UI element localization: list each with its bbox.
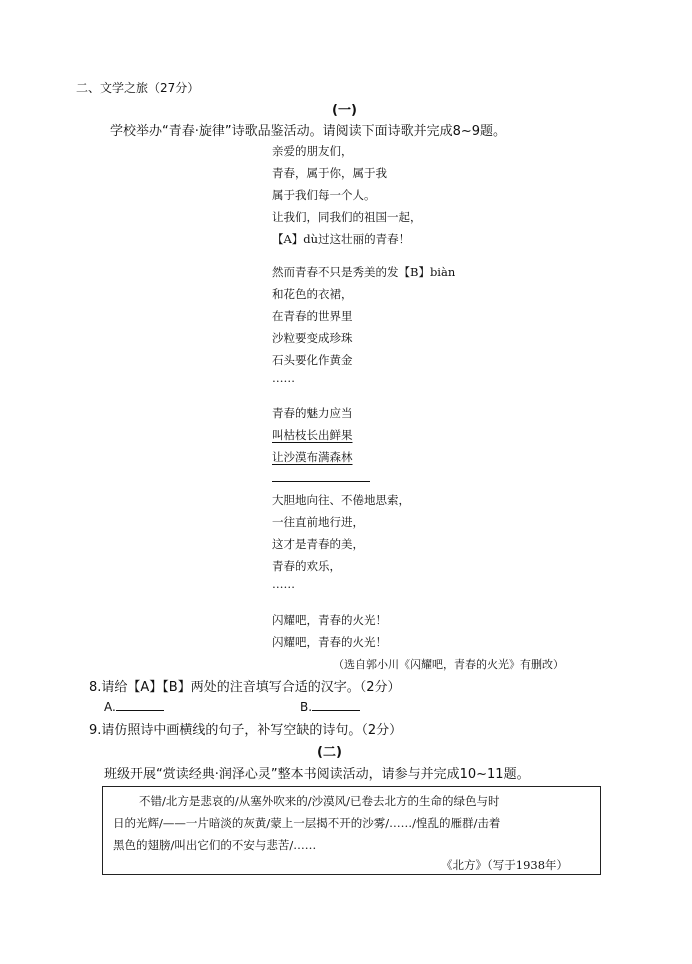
question-8: 8.请给【A】【B】两处的注音填写合适的汉字。（2分）: [89, 680, 401, 695]
poem-line-a: 【A】dù过这壮丽的青春！: [272, 232, 411, 246]
poem-source: （选自郭小川《闪耀吧，青春的火光》有删改）: [333, 658, 564, 671]
part2-intro: 班级开展“赏读经典·润泽心灵”整本书阅读活动，请参与并完成10~11题。: [104, 767, 530, 782]
quote-line: 不错/北方是悲哀的/从塞外吹来的/沙漠风/已卷去北方的生命的绿色与时: [139, 794, 500, 808]
quote-box: [102, 786, 601, 875]
part1-label: (一): [332, 103, 357, 118]
poem-line: 亲爱的朋友们，: [272, 144, 353, 158]
poem-line: 石头要化作黄金: [272, 353, 353, 367]
poem-underlined-line: 让沙漠布满森林: [272, 450, 353, 464]
poem-line: 沙粒要变成珍珠: [272, 331, 353, 345]
q8-b-label: B.: [300, 700, 313, 714]
poem-line: 让我们，同我们的祖国一起，: [272, 210, 422, 224]
poem-line: 在青春的世界里: [272, 309, 353, 323]
section-heading: 二、文学之旅（27分）: [76, 81, 200, 95]
part1-intro: 学校举办“青春·旋律”诗歌品鉴活动。请阅读下面诗歌并完成8~9题。: [110, 124, 507, 139]
poem-line: 闪耀吧，青春的火光！: [272, 635, 387, 649]
poem-line: 闪耀吧，青春的火光！: [272, 613, 387, 627]
poem-line: 一往直前地行进，: [272, 515, 364, 529]
q8-answer-a: [104, 698, 164, 714]
poem-line: 这才是青春的美，: [272, 537, 364, 551]
quote-source: 《北方》（写于1938年）: [441, 858, 569, 872]
poem-line: 青春的欢乐，: [272, 559, 341, 573]
poem-line-b: 然而青春不只是秀美的发【B】biàn: [272, 265, 456, 279]
quote-line: 日的光辉/——一片暗淡的灰黄/蒙上一层揭不开的沙雾/……/惶乱的雁群/击着: [113, 816, 501, 830]
poem-line: 青春，属于你，属于我: [272, 166, 387, 180]
q8-answer-b: [300, 698, 360, 714]
poem-line: 大胆地向往、不倦地思索，: [272, 493, 410, 507]
poem-line: 属于我们每一个人。: [272, 188, 376, 202]
poem-underlined-line: 叫枯枝长出鲜果: [272, 428, 353, 442]
q8-a-blank[interactable]: [116, 698, 164, 711]
poem-ellipsis: ……: [272, 577, 295, 591]
q8-a-label: A.: [104, 700, 116, 714]
q8-b-blank[interactable]: [312, 698, 360, 711]
poem-ellipsis: ……: [272, 371, 295, 385]
question-9: 9.请仿照诗中画横线的句子，补写空缺的诗句。（2分）: [89, 723, 403, 738]
poem-blank-line[interactable]: [272, 481, 370, 482]
poem-line: 和花色的衣裙，: [272, 287, 353, 301]
poem-line: 青春的魅力应当: [272, 406, 353, 420]
part2-label: (二): [317, 745, 342, 760]
quote-line: 黑色的翅膀/叫出它们的不安与悲苦/……: [113, 838, 317, 852]
